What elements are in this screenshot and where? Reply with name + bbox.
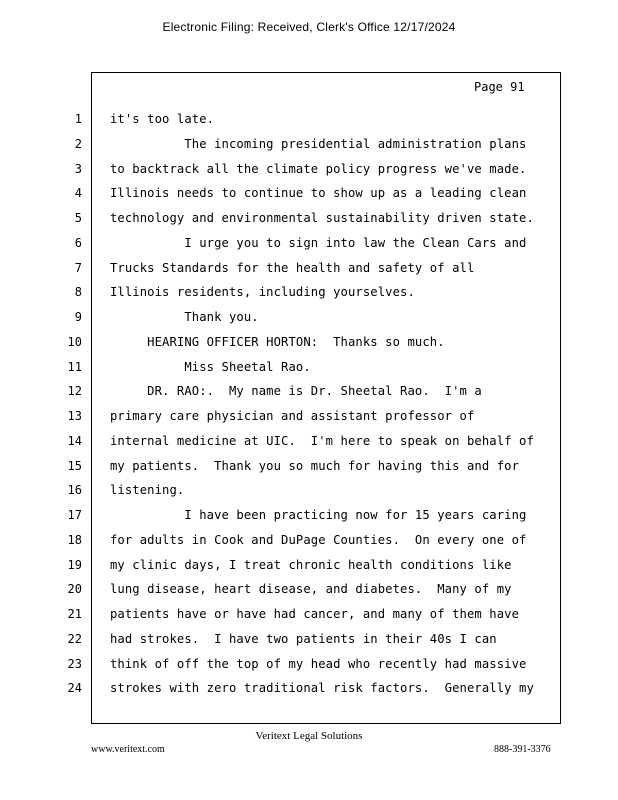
line-number: 24 <box>67 681 82 695</box>
line-number: 21 <box>67 607 82 621</box>
line-number: 14 <box>67 434 82 448</box>
transcript-line: my clinic days, I treat chronic health conditions like <box>110 558 512 572</box>
line-number: 17 <box>67 508 82 522</box>
line-number: 12 <box>67 384 82 398</box>
transcript-line: it's too late. <box>110 112 215 126</box>
transcript-line: had strokes. I have two patients in their 40s I can <box>110 632 497 646</box>
footer-company: Veritext Legal Solutions <box>255 730 363 742</box>
transcript-line: my patients. Thank you so much for having this and for <box>110 459 520 473</box>
transcript-line: to backtrack all the climate policy progress we've made. <box>110 162 527 176</box>
line-number: 8 <box>74 285 82 299</box>
transcript-line: The incoming presidential administration plans <box>110 137 527 151</box>
transcript-line: primary care physician and assistant professor of <box>110 409 475 423</box>
footer-phone: 888-391-3376 <box>494 744 551 755</box>
line-number: 11 <box>67 360 82 374</box>
line-number: 5 <box>74 211 82 225</box>
line-number: 18 <box>67 533 82 547</box>
transcript-line: Trucks Standards for the health and safety of all <box>110 261 475 275</box>
line-number: 23 <box>67 657 82 671</box>
transcript-line: Miss Sheetal Rao. <box>110 360 311 374</box>
transcript-line: I have been practicing now for 15 years caring <box>110 508 527 522</box>
line-number: 4 <box>74 186 82 200</box>
transcript-line: I urge you to sign into law the Clean Cars and <box>110 236 527 250</box>
line-number: 10 <box>67 335 82 349</box>
line-number: 20 <box>67 582 82 596</box>
transcript-line: think of off the top of my head who recently had massive <box>110 657 527 671</box>
transcript-line: lung disease, heart disease, and diabetes. Many of my <box>110 582 512 596</box>
transcript-line: HEARING OFFICER HORTON: Thanks so much. <box>110 335 445 349</box>
line-number: 2 <box>74 137 82 151</box>
transcript-line: listening. <box>110 483 185 497</box>
footer-website: www.veritext.com <box>91 744 165 755</box>
line-number: 3 <box>74 162 82 176</box>
line-number: 16 <box>67 483 82 497</box>
page-number: Page 91 <box>474 80 525 94</box>
transcript-line: technology and environmental sustainability driven state. <box>110 211 534 225</box>
transcript-line: DR. RAO:. My name is Dr. Sheetal Rao. I'm a <box>110 384 482 398</box>
transcript-line: Thank you. <box>110 310 259 324</box>
line-number: 1 <box>74 112 82 126</box>
line-number: 22 <box>67 632 82 646</box>
transcript-line: internal medicine at UIC. I'm here to speak on behalf of <box>110 434 534 448</box>
filing-stamp: Electronic Filing: Received, Clerk's Office 12/17/2024 <box>162 20 456 34</box>
transcript-line: Illinois needs to continue to show up as a leading clean <box>110 186 527 200</box>
line-number: 13 <box>67 409 82 423</box>
line-number: 15 <box>67 459 82 473</box>
line-number: 6 <box>74 236 82 250</box>
transcript-line: patients have or have had cancer, and many of them have <box>110 607 520 621</box>
transcript-line: strokes with zero traditional risk factors. Generally my <box>110 681 534 695</box>
line-number: 19 <box>67 558 82 572</box>
line-number: 9 <box>74 310 82 324</box>
transcript-line: for adults in Cook and DuPage Counties. On every one of <box>110 533 527 547</box>
transcript-line: Illinois residents, including yourselves. <box>110 285 415 299</box>
line-number: 7 <box>74 261 82 275</box>
